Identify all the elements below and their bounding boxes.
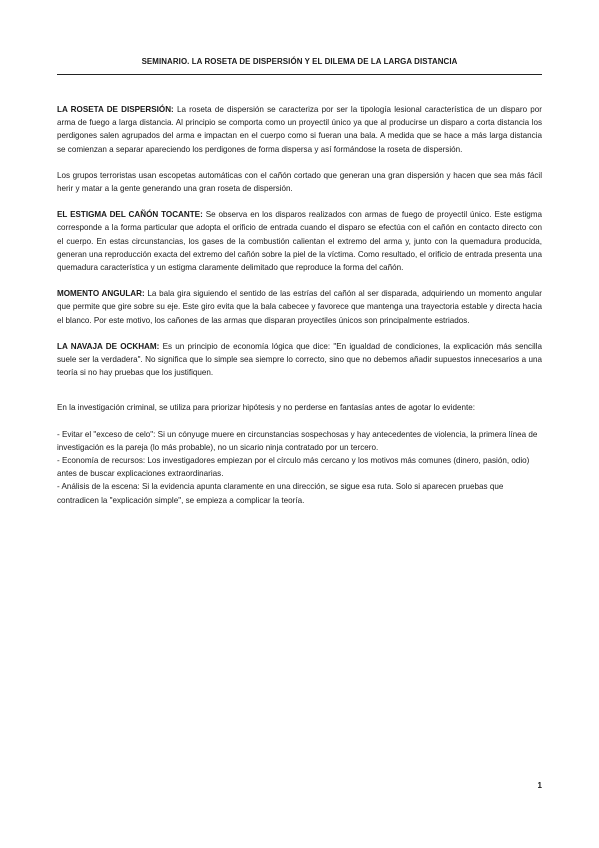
document-title: SEMINARIO. LA ROSETA DE DISPERSIÓN Y EL DILEMA DE LA LARGA DISTANCIA	[141, 57, 458, 66]
list-item: - Economía de recursos: Los investigadores empiezan por el círculo más cercano y los motivos más comunes (dinero, pasión, odio) antes de buscar explicaciones extraordinarias.	[57, 456, 530, 479]
term-estigma: EL ESTIGMA DEL CAÑÓN TOCANTE:	[57, 210, 203, 220]
term-momento: MOMENTO ANGULAR:	[57, 289, 145, 299]
paragraph-investigacion: En la investigación criminal, se utiliza para priorizar hipótesis y no perderse en fantasías antes de agotar lo evidente:	[57, 403, 475, 413]
paragraph-roseta	[57, 103, 542, 156]
list-item: - Análisis de la escena: Si la evidencia apunta claramente en una dirección, se sigue esa ruta. Solo si aparecen pruebas que contradicen la "explicación simple", se empieza a complicar la teoría.	[57, 482, 504, 505]
page-number: 1	[537, 781, 542, 790]
term-roseta: LA ROSETA DE DISPERSIÓN:	[57, 105, 174, 114]
text-estigma: Se observa en los disparos realizados con armas de fuego de proyectil único. Este estigma corresponde a la forma particular que adopta el orificio de entrada cuando el disparo se efectúa con el cañón en contacto directo con el cuerpo. En estas circunstancias, los gases de la combustión calientan el extremo del arma y, junto con la quemadura producida, generan una reproducción exacta del extremo del cañón sobre la piel de la víctima. Como resultado, el orificio de entrada presenta una quemadura característica y un estigma claramente delimitado que reproduce la forma del cañón.	[57, 210, 542, 273]
text-roseta: La roseta de dispersión se caracteriza por ser la tipología lesional característica de un disparo por arma de fuego a larga distancia. Al principio se comporta como un proyectil único ya que al producirse un disparo a corta distancia los perdigones salen agrupados del arma e impactan en el cuerpo como si fueran una bala. A medida que se hace a más larga distancia se comienzan a separar apareciendo los perdigones de forma dispersa y así formándose la roseta de dispersión.	[57, 105, 542, 154]
text-momento: La bala gira siguiendo el sentido de las estrías del cañón al ser disparada, adquiriendo un momento angular que permite que gire sobre su eje. Este giro evita que la bala cabecee y favorece que mantenga una trayectoria estable y directa hacia el blanco. Por este motivo, los cañones de las armas que disparan proyectiles únicos son principalmente estriados.	[57, 289, 542, 325]
paragraph-estigma	[57, 208, 542, 274]
list-item: - Evitar el "exceso de celo": Si un cónyuge muere en circunstancias sospechosas y hay antecedentes de violencia, la primera línea de investigación es la pareja (lo más probable), no un sicario ninja contratado por un tercero.	[57, 429, 538, 452]
bullet-list	[57, 428, 542, 507]
term-navaja: LA NAVAJA DE OCKHAM:	[57, 341, 160, 351]
paragraph-navaja	[57, 340, 542, 380]
paragraph-terroristas: Los grupos terroristas usan escopetas automáticas con el cañón cortado que generan una gran dispersión y hacen que sea más fácil herir y matar a la gente generando una gran roseta de dispersión.	[57, 170, 542, 194]
title-underline	[57, 74, 542, 75]
paragraph-momento	[57, 287, 542, 327]
text-navaja: Es un principio de economía lógica que dice: "En igualdad de condiciones, la explicación más sencilla suele ser la verdadera". No significa que lo simple sea siempre lo correcto, sino que no debemos añadir supuestos innecesarios a una teoría si no hay pruebas que los justifiquen.	[57, 341, 542, 378]
